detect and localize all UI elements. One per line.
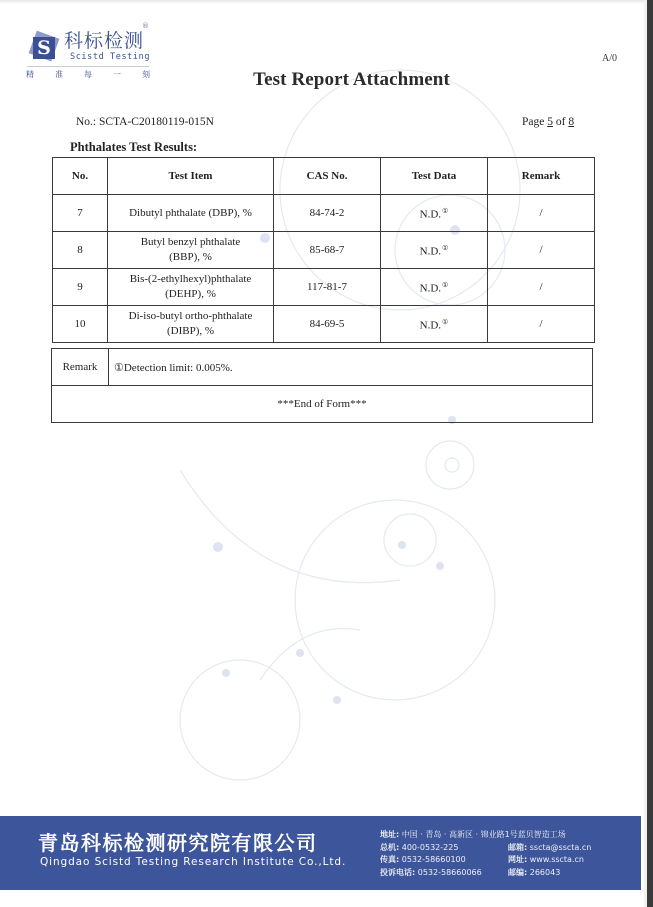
logo-name-en: Scistd Testing (70, 52, 151, 62)
fax: 传真: 0532-58660100 (380, 855, 466, 864)
table-remark-section (51, 348, 593, 423)
cell-test-data: N.D.① (381, 269, 488, 306)
column-header-test-item: Test Item (108, 158, 274, 195)
table-row (53, 195, 595, 232)
cell-remark: / (488, 195, 595, 232)
table-row (53, 306, 595, 343)
remark-text: ①Detection limit: 0.005%. (109, 349, 593, 386)
phone: 总机: 400-0532-225 (380, 842, 459, 852)
column-header-test-data: Test Data (381, 158, 488, 195)
cell-remark: / (488, 269, 595, 306)
table-row (53, 232, 595, 269)
cell-no: 9 (53, 269, 108, 306)
address-row: 地址: 中国 · 青岛 · 高新区 · 锦业路1号蓝贝智造工场 (380, 830, 566, 839)
cell-remark: / (488, 232, 595, 269)
end-of-form-row (52, 386, 593, 423)
cell-remark: / (488, 306, 595, 343)
cell-test-data: N.D.① (381, 232, 488, 269)
cell-cas: 117-81-7 (274, 269, 381, 306)
end-of-form: ***End of Form*** (52, 386, 593, 423)
cell-cas: 85-68-7 (274, 232, 381, 269)
cell-no: 8 (53, 232, 108, 269)
table-header-row (53, 158, 595, 195)
complaint-phone: 投诉电话: 0532-58660066 (380, 867, 482, 877)
company-footer-banner (0, 816, 641, 890)
remark-label: Remark (52, 349, 109, 386)
page-indicator: Page 5 of 8 (522, 116, 575, 128)
cell-test-item: Bis-(2-ethylhexyl)phthalate (DEHP), % (108, 269, 274, 306)
column-header-cas-no: CAS No. (274, 158, 381, 195)
registered-mark: ® (142, 22, 149, 30)
cell-test-item: Butyl benzyl phthalate (BBP), % (108, 232, 274, 269)
logo-s-icon: S (30, 32, 62, 64)
document-version: A/0 (602, 53, 617, 64)
scan-top-shade (0, 0, 653, 4)
cell-no: 10 (53, 306, 108, 343)
column-header-no: No. (53, 158, 108, 195)
report-number: No.: SCTA-C20180119-015N (76, 116, 214, 128)
cell-test-item: Dibutyl phthalate (DBP), % (108, 195, 274, 232)
logo-divider (27, 66, 149, 67)
cell-cas: 84-74-2 (274, 195, 381, 232)
logo-slogan: 精 准 每 一 刻 (26, 70, 150, 79)
table-row (53, 269, 595, 306)
cell-test-item: Di-iso-butyl ortho-phthalate (DIBP), % (108, 306, 274, 343)
company-contact-info (380, 829, 591, 879)
company-name-en: Qingdao Scistd Testing Research Institute Co.,Ltd. (40, 856, 347, 868)
page-title: Test Report Attachment (253, 69, 450, 90)
column-header-remark: Remark (488, 158, 595, 195)
phthalates-results-table (52, 157, 595, 343)
website: 网址: www.sscta.cn (508, 855, 584, 864)
cell-cas: 84-69-5 (274, 306, 381, 343)
remark-row (52, 349, 593, 386)
company-name-cn: 青岛科标检测研究院有限公司 (38, 831, 318, 855)
logo-name-cn: 科标检测 (64, 30, 145, 52)
cell-test-data: N.D.① (381, 306, 488, 343)
scan-edge-dark (647, 0, 653, 907)
section-title: Phthalates Test Results: (70, 140, 198, 154)
cell-no: 7 (53, 195, 108, 232)
email: 邮箱: sscta@sscta.cn (508, 842, 592, 852)
postcode: 邮编: 266043 (508, 867, 561, 877)
cell-test-data: N.D.① (381, 195, 488, 232)
